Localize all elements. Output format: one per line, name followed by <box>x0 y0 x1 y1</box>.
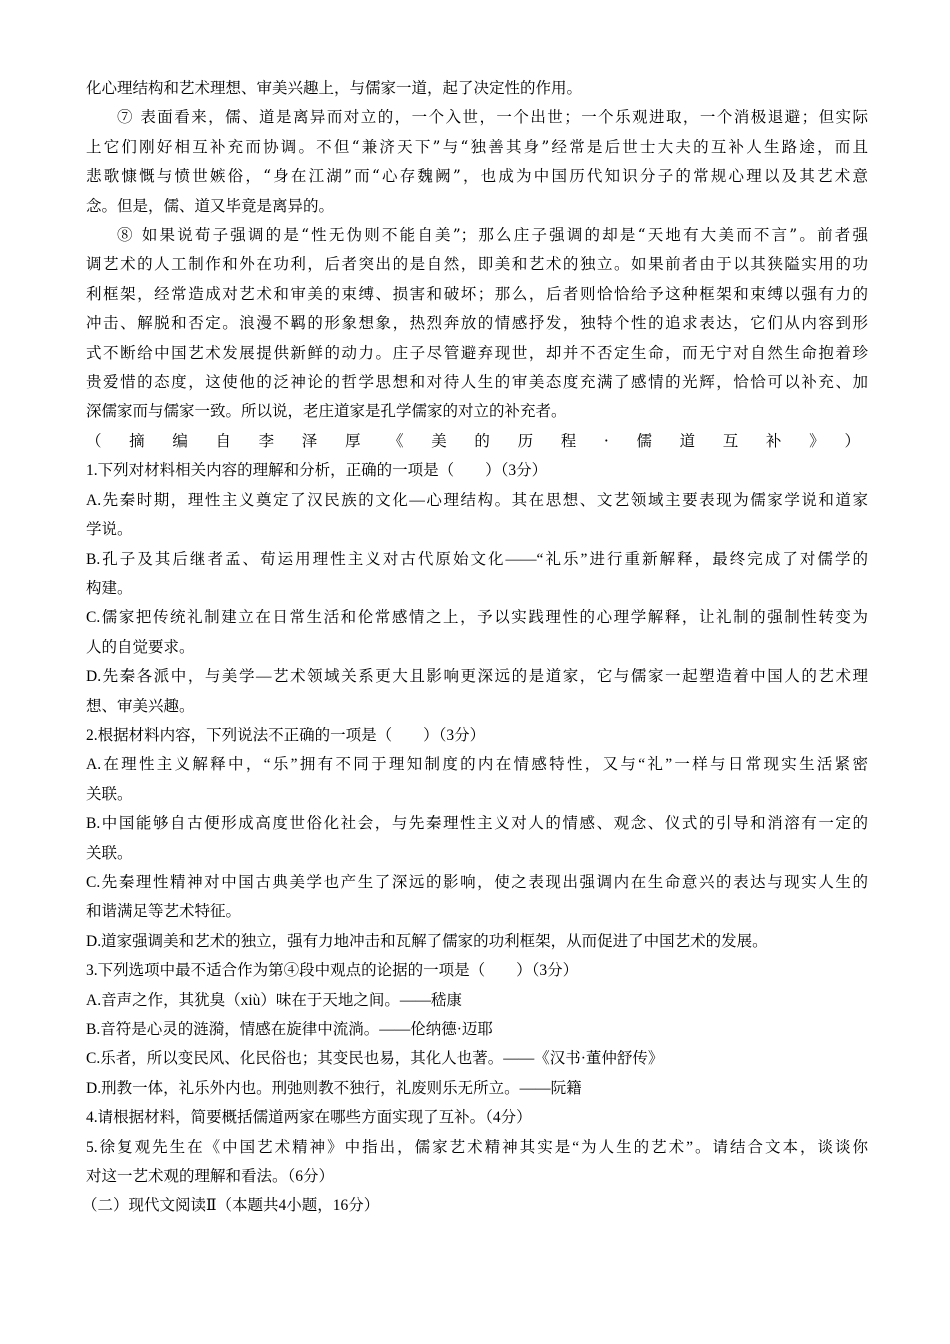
passage-paragraph-7-line: ⑦ 表面看来，儒、道是离异而对立的，一个入世，一个出世；一个乐观进取，一个消极退避；但实际 <box>117 108 868 127</box>
question-5-stem: 5.徐复观先生在《中国艺术精神》中指出，儒家艺术精神其实是“为人生的艺术”。请结合文本，谈谈你 <box>86 1138 868 1156</box>
question-2-option-b: B.中国能够自古便形成高度世俗化社会，与先秦理性主义对人的情感、观念、仪式的引导和消溶有一定的 <box>86 815 868 833</box>
passage-line: 式不断给中国艺术发展提供新鲜的动力。庄子尽管避弃现世，却并不否定生命，而无宁对自然生命抱着珍 <box>86 343 868 362</box>
section-heading: （二）现代文阅读Ⅱ（本题共4小题，16分） <box>82 1197 380 1215</box>
question-3-option-d: D.刑教一体，礼乐外内也。刑弛则教不独行，礼废则乐无所立。——阮籍 <box>86 1079 582 1097</box>
question-1-option-b-cont: 构建。 <box>86 579 133 597</box>
passage-line: 贵爱惜的态度，这使他的泛神论的哲学思想和对待人生的审美态度充满了感情的光辉，恰恰可以补充、加 <box>86 373 868 392</box>
question-1-option-d: D.先秦各派中，与美学—艺术领域关系更大且影响更深远的是道家，它与儒家一起塑造着中国人的艺术理 <box>86 668 868 686</box>
reading-passage <box>86 74 868 456</box>
question-3-option-b: B.音符是心灵的涟漪，情感在旋律中流淌。——伦纳德·迈耶 <box>86 1021 493 1038</box>
question-2-option-a: A.在理性主义解释中，“乐”拥有不同于理知制度的内在情感特性，又与“礼”一样与日常现实生活紧密 <box>86 756 868 774</box>
passage-line: 上它们刚好相互补充而协调。不但“兼济天下”与“独善其身”经常是后世士大夫的互补人生路途，而且 <box>86 137 868 156</box>
question-3-option-a: A.音声之作，其犹臭（xiù）味在于天地之间。——嵇康 <box>86 991 462 1009</box>
question-2-option-d: D.道家强调美和艺术的独立，强有力地冲击和瓦解了儒家的功利框架，从而促进了中国艺术的发展。 <box>86 932 768 950</box>
question-1-stem: 1.下列对材料相关内容的理解和分析，正确的一项是（ ）（3分） <box>86 462 548 480</box>
question-1-option-a: A.先秦时期，理性主义奠定了汉民族的文化—心理结构。其在思想、文艺领域主要表现为儒家学说和道家 <box>86 491 868 509</box>
question-3-stem: 3.下列选项中最不适合作为第④段中观点的论据的一项是（ ）（3分） <box>86 962 579 980</box>
question-5-stem-cont: 对这一艺术观的理解和看法。（6分） <box>86 1168 335 1186</box>
question-1-option-c: C.儒家把传统礼制建立在日常生活和伦常感情之上，予以实践理性的心理学解释，让礼制的强制性转变为 <box>86 609 868 627</box>
question-2-stem: 2.根据材料内容，下列说法不正确的一项是（ ）（3分） <box>86 726 486 744</box>
passage-line: 调艺术的人工制作和外在功利，后者突出的是自然，即美和艺术的独立。如果前者由于以其狭隘实用的功 <box>86 255 868 274</box>
question-3-option-c: C.乐者，所以变民风、化民俗也；其变民也易，其化人也著。——《汉书·董仲舒传》 <box>86 1050 664 1068</box>
passage-source: （摘编自李泽厚《美的历程·儒道互补》） <box>86 431 860 450</box>
question-2-option-c-cont: 和谐满足等艺术特征。 <box>86 903 242 921</box>
passage-line: 冲击、解脱和否定。浪漫不羁的形象想象，热烈奔放的情感抒发，独特个性的追求表达，它们从内容到形 <box>86 314 868 333</box>
question-2-option-c: C.先秦理性精神对中国古典美学也产生了深远的影响，使之表现出强调内在生命意兴的表达与现实人生的 <box>86 873 868 891</box>
question-1-option-d-cont: 想、审美兴趣。 <box>86 697 195 715</box>
passage-paragraph-8-line: ⑧ 如果说荀子强调的是“性无伪则不能自美”；那么庄子强调的却是“天地有大美而不言”。前者强 <box>117 226 868 245</box>
passage-line: 悲歌慷慨与愤世嫉俗，“身在江湖”而“心存魏阙”，也成为中国历代知识分子的常规心理以及其艺术意 <box>86 167 868 186</box>
passage-line: 念。但是，儒、道又毕竟是离异的。 <box>86 196 335 215</box>
question-1-option-b: B.孔子及其后继者孟、荀运用理性主义对古代原始文化——“礼乐”进行重新解释，最终完成了对儒学的 <box>86 550 868 568</box>
question-4-stem: 4.请根据材料，简要概括儒道两家在哪些方面实现了互补。（4分） <box>86 1109 532 1127</box>
question-1-option-c-cont: 人的自觉要求。 <box>86 638 195 656</box>
passage-line: 深儒家而与儒家一致。所以说，老庄道家是孔学儒家的对立的补充者。 <box>86 402 567 421</box>
passage-line: 化心理结构和艺术理想、审美兴趣上，与儒家一道，起了决定性的作用。 <box>86 79 583 97</box>
question-2-option-a-cont: 关联。 <box>86 785 133 803</box>
passage-line: 利框架，经常造成对艺术和审美的束缚、损害和破坏；那么，后者则恰恰给予这种框架和束缚以强有力的 <box>86 284 868 303</box>
question-1-option-a-cont: 学说。 <box>86 521 133 539</box>
document-page <box>82 74 868 1221</box>
question-list <box>82 456 868 1221</box>
question-2-option-b-cont: 关联。 <box>86 844 133 862</box>
